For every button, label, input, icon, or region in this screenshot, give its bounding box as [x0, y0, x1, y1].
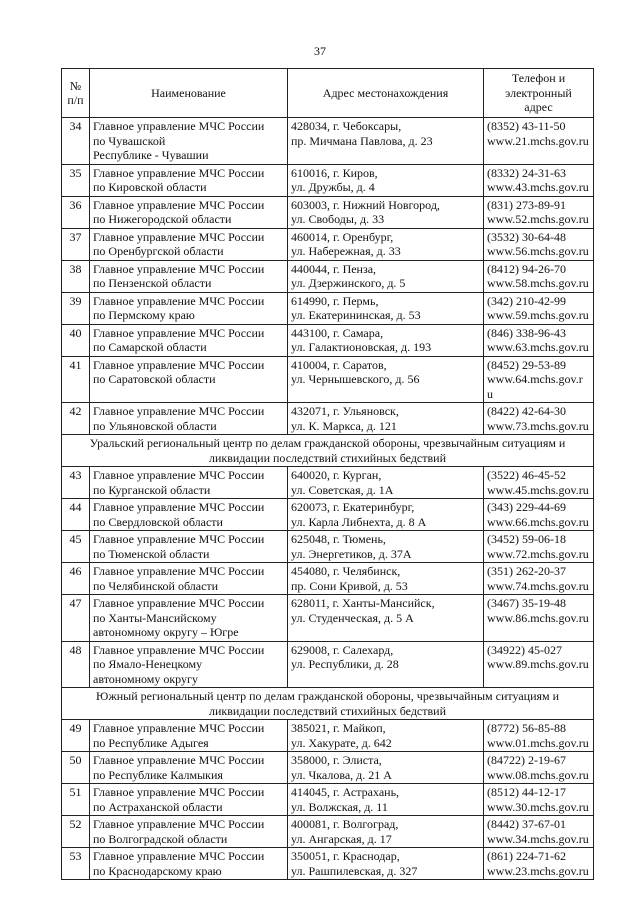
- cell-name: Главное управление МЧС России по Ханты-Мансийскому автономному округу – Югре: [90, 595, 288, 642]
- cell-address: 614990, г. Пермь, ул. Екатерининская, д. 53: [288, 292, 484, 324]
- cell-number: 53: [62, 848, 90, 880]
- table-row: [62, 752, 594, 784]
- cell-number: 35: [62, 164, 90, 196]
- cell-number: 40: [62, 324, 90, 356]
- table-body: [62, 118, 594, 880]
- cell-address: 629008, г. Салехард, ул. Республики, д. 28: [288, 641, 484, 688]
- cell-number: 34: [62, 118, 90, 165]
- region-header-row: [62, 688, 594, 720]
- table-row: [62, 228, 594, 260]
- table-row: [62, 848, 594, 880]
- region-title: Уральский региональный центр по делам гражданской обороны, чрезвычайным ситуациям и ликвидации последствий стихийных бедствий: [62, 435, 594, 467]
- cell-address: 620073, г. Екатеринбург, ул. Карла Либнехта, д. 8 А: [288, 499, 484, 531]
- cell-contact: (861) 224-71-62 www.23.mchs.gov.ru: [484, 848, 594, 880]
- cell-name: Главное управление МЧС России по Волгоградской области: [90, 816, 288, 848]
- cell-address: 625048, г. Тюмень, ул. Энергетиков, д. 37А: [288, 531, 484, 563]
- region-title: Южный региональный центр по делам гражданской обороны, чрезвычайным ситуациям и ликвидации последствий стихийных бедствий: [62, 688, 594, 720]
- contacts-table: [61, 68, 594, 880]
- table-row: [62, 196, 594, 228]
- cell-contact: (3452) 59-06-18 www.72.mchs.gov.ru: [484, 531, 594, 563]
- cell-name: Главное управление МЧС России по Нижегородской области: [90, 196, 288, 228]
- header-number: № п/п: [62, 69, 90, 118]
- cell-contact: (351) 262-20-37 www.74.mchs.gov.ru: [484, 563, 594, 595]
- cell-number: 47: [62, 595, 90, 642]
- cell-contact: (84722) 2-19-67 www.08.mchs.gov.ru: [484, 752, 594, 784]
- cell-address: 640020, г. Курган, ул. Советская, д. 1А: [288, 467, 484, 499]
- cell-number: 50: [62, 752, 90, 784]
- table-row: [62, 784, 594, 816]
- cell-number: 52: [62, 816, 90, 848]
- cell-contact: (343) 229-44-69 www.66.mchs.gov.ru: [484, 499, 594, 531]
- table-row: [62, 260, 594, 292]
- table-row: [62, 499, 594, 531]
- cell-name: Главное управление МЧС России по Ульяновской области: [90, 403, 288, 435]
- cell-address: 454080, г. Челябинск, пр. Сони Кривой, д. 53: [288, 563, 484, 595]
- cell-contact: (3467) 35-19-48 www.86.mchs.gov.ru: [484, 595, 594, 642]
- cell-number: 45: [62, 531, 90, 563]
- cell-name: Главное управление МЧС России по Курганской области: [90, 467, 288, 499]
- cell-name: Главное управление МЧС России по Ямало-Ненецкому автономному округу: [90, 641, 288, 688]
- cell-address: 460014, г. Оренбург, ул. Набережная, д. 33: [288, 228, 484, 260]
- cell-address: 385021, г. Майкоп, ул. Хакурате, д. 642: [288, 720, 484, 752]
- cell-address: 414045, г. Астрахань, ул. Волжская, д. 11: [288, 784, 484, 816]
- region-header-row: [62, 435, 594, 467]
- table-header-row: [62, 69, 594, 118]
- cell-number: 48: [62, 641, 90, 688]
- cell-number: 49: [62, 720, 90, 752]
- cell-address: 603003, г. Нижний Новгород, ул. Свободы, д. 33: [288, 196, 484, 228]
- cell-address: 358000, г. Элиста, ул. Чкалова, д. 21 А: [288, 752, 484, 784]
- cell-contact: (846) 338-96-43 www.63.mchs.gov.ru: [484, 324, 594, 356]
- page-number: 37: [314, 44, 326, 58]
- header-address: Адрес местонахождения: [288, 69, 484, 118]
- cell-name: Главное управление МЧС России по Пермскому краю: [90, 292, 288, 324]
- cell-name: Главное управление МЧС России по Кировской области: [90, 164, 288, 196]
- cell-number: 43: [62, 467, 90, 499]
- cell-address: 440044, г. Пенза, ул. Дзержинского, д. 5: [288, 260, 484, 292]
- cell-number: 37: [62, 228, 90, 260]
- cell-contact: (8512) 44-12-17 www.30.mchs.gov.ru: [484, 784, 594, 816]
- table-row: [62, 118, 594, 165]
- cell-name: Главное управление МЧС России по Самарской области: [90, 324, 288, 356]
- header-contact: Телефон и электронный адрес: [484, 69, 594, 118]
- table-row: [62, 563, 594, 595]
- cell-number: 44: [62, 499, 90, 531]
- cell-address: 350051, г. Краснодар, ул. Рашпилевская, д. 327: [288, 848, 484, 880]
- cell-name: Главное управление МЧС России по Пензенской области: [90, 260, 288, 292]
- cell-contact: (8772) 56-85-88 www.01.mchs.gov.ru: [484, 720, 594, 752]
- cell-name: Главное управление МЧС России по Краснодарскому краю: [90, 848, 288, 880]
- cell-number: 42: [62, 403, 90, 435]
- cell-name: Главное управление МЧС России по Челябинской области: [90, 563, 288, 595]
- cell-name: Главное управление МЧС России по Саратовской области: [90, 356, 288, 403]
- cell-address: 610016, г. Киров, ул. Дружбы, д. 4: [288, 164, 484, 196]
- table-row: [62, 164, 594, 196]
- cell-address: 410004, г. Саратов, ул. Чернышевского, д. 56: [288, 356, 484, 403]
- table-row: [62, 595, 594, 642]
- cell-name: Главное управление МЧС России по Свердловской области: [90, 499, 288, 531]
- table-row: [62, 641, 594, 688]
- cell-contact: (3522) 46-45-52 www.45.mchs.gov.ru: [484, 467, 594, 499]
- cell-number: 38: [62, 260, 90, 292]
- cell-name: Главное управление МЧС России по Чувашской Республике - Чувашии: [90, 118, 288, 165]
- cell-address: 628011, г. Ханты-Мансийск, ул. Студенческая, д. 5 А: [288, 595, 484, 642]
- cell-number: 46: [62, 563, 90, 595]
- cell-number: 39: [62, 292, 90, 324]
- cell-name: Главное управление МЧС России по Тюменской области: [90, 531, 288, 563]
- cell-contact: (831) 273-89-91 www.52.mchs.gov.ru: [484, 196, 594, 228]
- cell-contact: (8452) 29-53-89 www.64.mchs.gov.r u: [484, 356, 594, 403]
- cell-number: 41: [62, 356, 90, 403]
- cell-contact: (8422) 42-64-30 www.73.mchs.gov.ru: [484, 403, 594, 435]
- cell-number: 36: [62, 196, 90, 228]
- table-row: [62, 467, 594, 499]
- cell-contact: (8412) 94-26-70 www.58.mchs.gov.ru: [484, 260, 594, 292]
- cell-contact: (3532) 30-64-48 www.56.mchs.gov.ru: [484, 228, 594, 260]
- cell-contact: (8352) 43-11-50 www.21.mchs.gov.ru: [484, 118, 594, 165]
- cell-address: 428034, г. Чебоксары, пр. Мичмана Павлова, д. 23: [288, 118, 484, 165]
- table-row: [62, 292, 594, 324]
- table-row: [62, 324, 594, 356]
- header-name: Наименование: [90, 69, 288, 118]
- cell-contact: (8442) 37-67-01 www.34.mchs.gov.ru: [484, 816, 594, 848]
- cell-address: 432071, г. Ульяновск, ул. К. Маркса, д. 121: [288, 403, 484, 435]
- cell-name: Главное управление МЧС России по Оренбургской области: [90, 228, 288, 260]
- table-row: [62, 816, 594, 848]
- cell-address: 400081, г. Волгоград, ул. Ангарская, д. 17: [288, 816, 484, 848]
- cell-number: 51: [62, 784, 90, 816]
- table-row: [62, 531, 594, 563]
- cell-contact: (8332) 24-31-63 www.43.mchs.gov.ru: [484, 164, 594, 196]
- cell-address: 443100, г. Самара, ул. Галактионовская, д. 193: [288, 324, 484, 356]
- table-row: [62, 356, 594, 403]
- cell-name: Главное управление МЧС России по Республике Калмыкия: [90, 752, 288, 784]
- cell-name: Главное управление МЧС России по Астраханской области: [90, 784, 288, 816]
- cell-contact: (34922) 45-027 www.89.mchs.gov.ru: [484, 641, 594, 688]
- cell-contact: (342) 210-42-99 www.59.mchs.gov.ru: [484, 292, 594, 324]
- cell-name: Главное управление МЧС России по Республике Адыгея: [90, 720, 288, 752]
- table-row: [62, 403, 594, 435]
- table-row: [62, 720, 594, 752]
